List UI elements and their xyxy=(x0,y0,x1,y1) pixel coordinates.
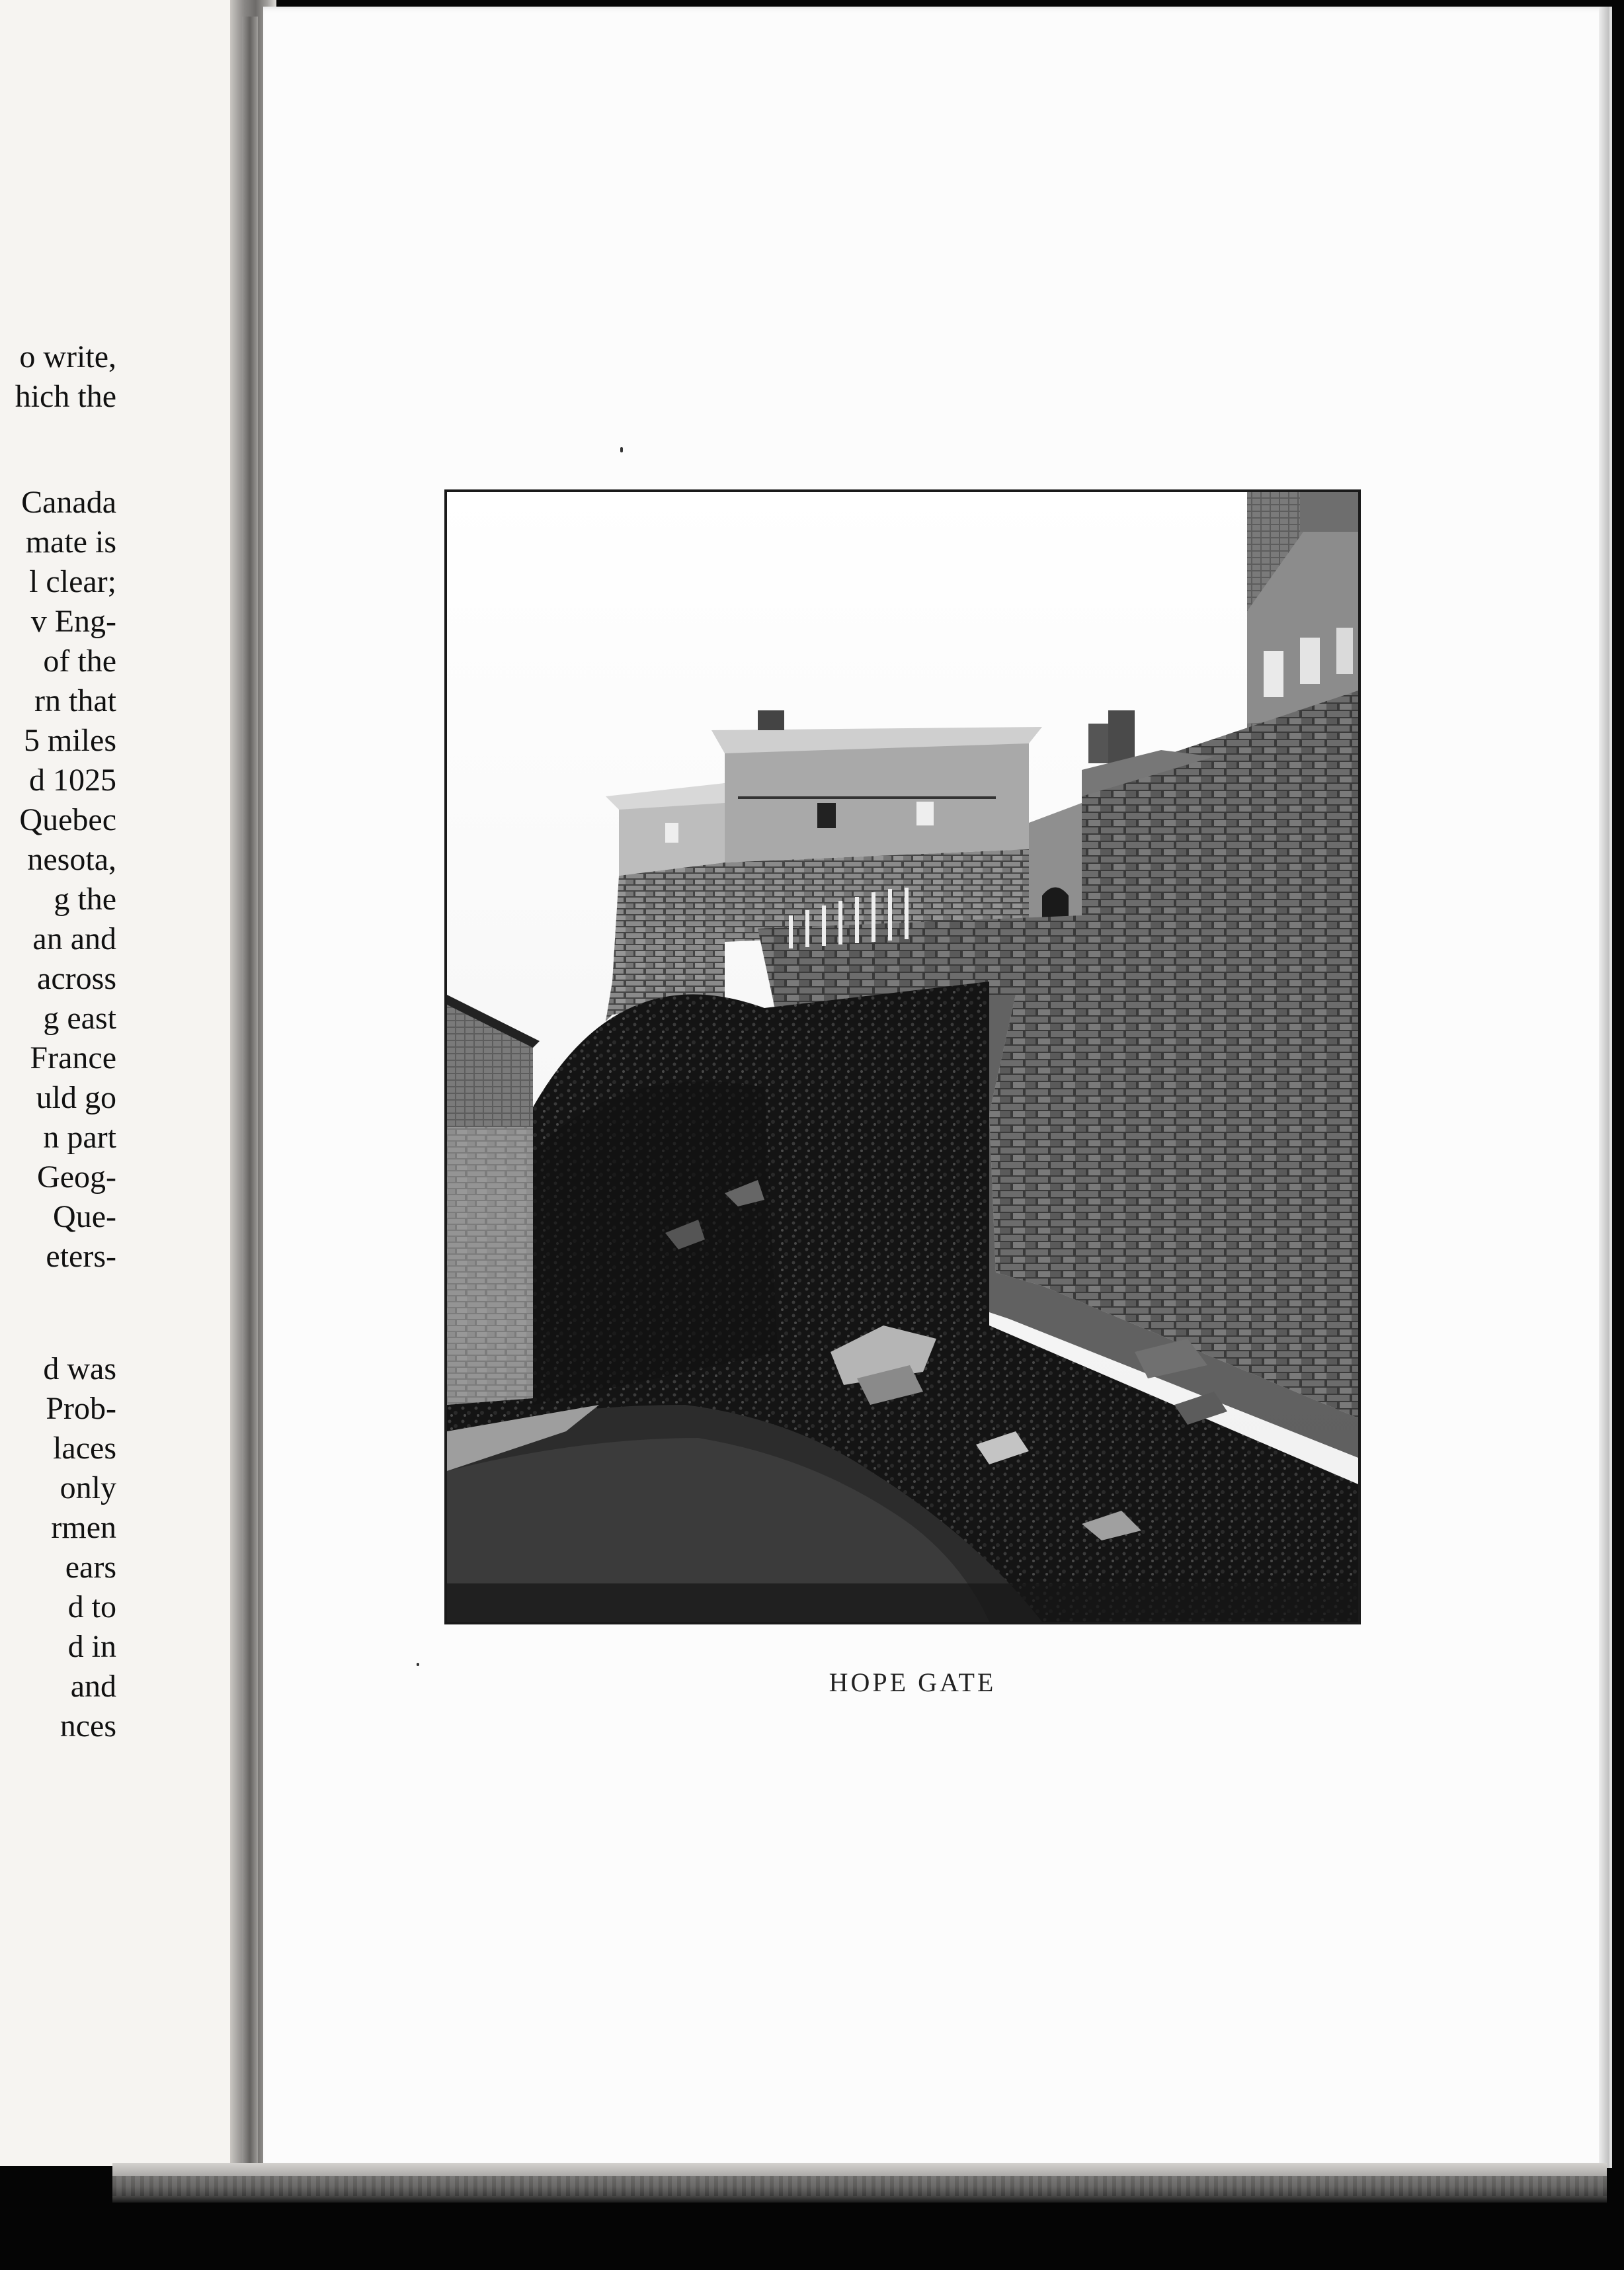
left-page-line: an and xyxy=(32,921,116,956)
left-page-line: l clear; xyxy=(29,564,116,599)
left-page-line: uld go xyxy=(36,1080,116,1115)
left-page-line: hich the xyxy=(15,379,116,414)
left-page-line: mate is xyxy=(25,525,116,560)
left-page-line: Canada xyxy=(21,485,116,520)
left-facing-page xyxy=(0,0,233,2166)
left-page-line: Geog- xyxy=(37,1159,116,1195)
left-page-line: o write, xyxy=(19,339,116,374)
page-speck xyxy=(417,1663,419,1666)
left-page-line: Que- xyxy=(53,1199,116,1234)
left-page-line: and xyxy=(70,1669,116,1704)
page-edge xyxy=(1599,7,1609,2168)
left-page-line: nesota, xyxy=(27,842,116,877)
photograph-hope-gate xyxy=(444,489,1361,1624)
left-page-line: across xyxy=(37,961,116,996)
photo-illustration xyxy=(447,492,1358,1622)
left-page-line: of the xyxy=(43,644,116,679)
left-page-line: nces xyxy=(60,1708,116,1744)
left-page-line: d to xyxy=(67,1589,116,1624)
left-page-line: France xyxy=(30,1040,116,1075)
left-page-line: only xyxy=(60,1470,116,1505)
left-page-line: g east xyxy=(43,1001,116,1036)
left-page-line: d 1025 xyxy=(29,763,116,798)
page-speck xyxy=(620,447,623,452)
left-page-line: n part xyxy=(43,1120,116,1155)
left-page-line: Prob- xyxy=(46,1391,116,1426)
left-page-line: d was xyxy=(43,1351,116,1386)
binding-shadow xyxy=(242,17,258,2179)
left-page-line: rmen xyxy=(51,1510,116,1545)
left-page-line: 5 miles xyxy=(24,723,116,758)
book-spine-texture xyxy=(112,2176,1607,2196)
left-page-line: g the xyxy=(54,882,116,917)
left-page-line: laces xyxy=(53,1431,116,1466)
left-page-line: d in xyxy=(67,1629,116,1664)
left-page-line: rn that xyxy=(34,683,116,718)
left-page-line: Quebec xyxy=(19,802,116,837)
left-page-line: ears xyxy=(65,1550,116,1585)
left-page-line: v Eng- xyxy=(30,604,116,639)
figure-caption: HOPE GATE xyxy=(829,1667,996,1697)
left-page-line: eters- xyxy=(46,1239,116,1274)
